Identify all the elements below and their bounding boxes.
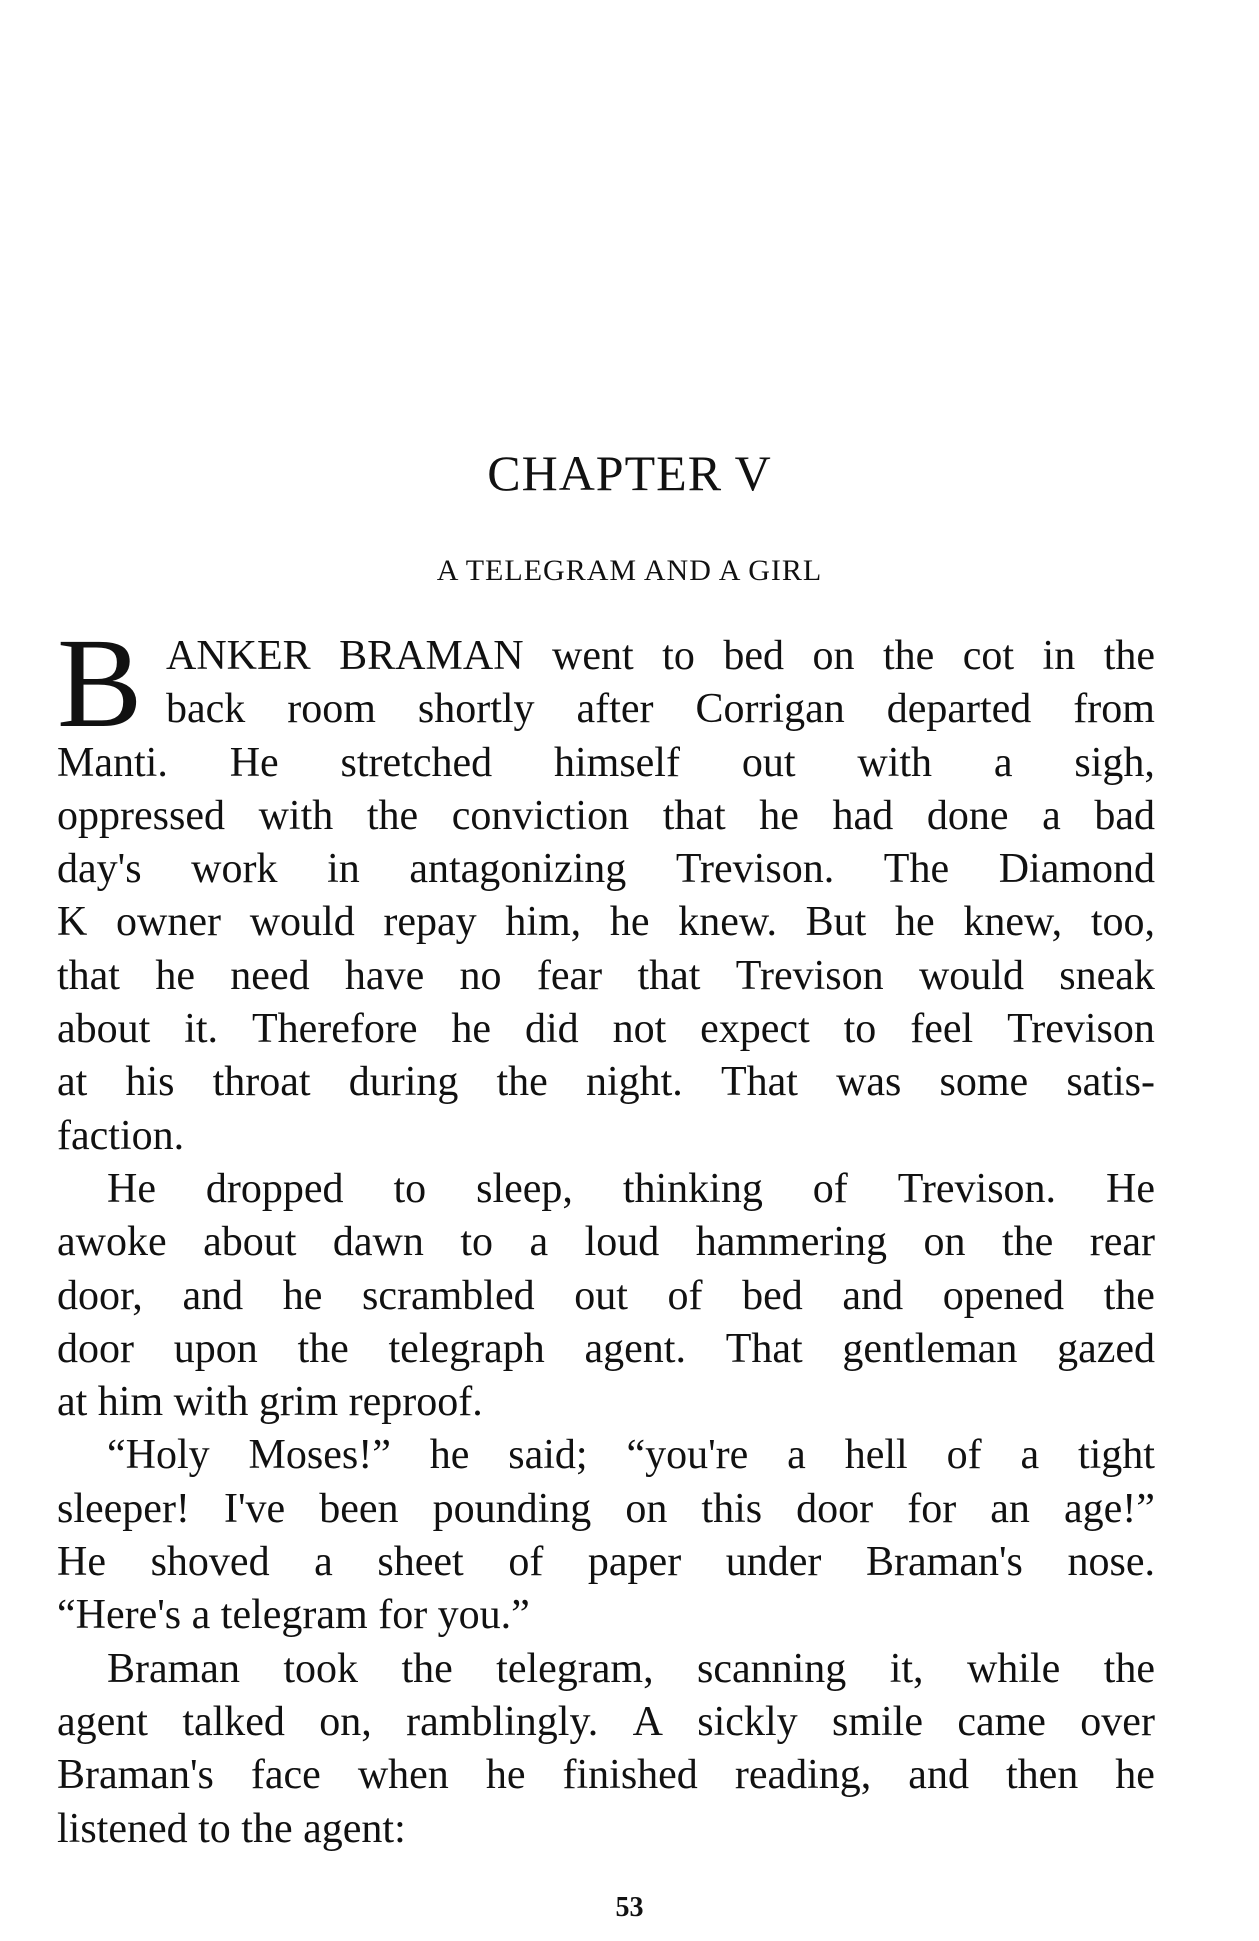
- word: dawn: [332, 1219, 424, 1266]
- chapter-title: CHAPTER V: [487, 445, 772, 501]
- word: he: [895, 899, 935, 946]
- word: bed: [742, 1272, 803, 1319]
- word: a: [314, 1539, 333, 1586]
- word: shoved: [150, 1539, 270, 1586]
- word: gentleman: [842, 1325, 1018, 1372]
- word: the: [496, 1059, 548, 1106]
- word: Trevison.: [897, 1165, 1057, 1212]
- text-line: [57, 630, 1155, 683]
- text-line: at him with grim reproof.: [57, 1379, 483, 1426]
- word: an: [990, 1485, 1030, 1532]
- word: ANKER: [166, 633, 311, 679]
- word: pounding: [432, 1485, 592, 1532]
- word: the: [401, 1645, 453, 1692]
- word: a: [1020, 1432, 1040, 1479]
- word: of: [946, 1432, 982, 1479]
- word: Trevison: [1007, 1006, 1155, 1053]
- text-line: [57, 1643, 1155, 1696]
- word: in: [327, 846, 360, 893]
- word: ramblingly.: [406, 1698, 599, 1745]
- word: night.: [585, 1059, 683, 1106]
- word: K: [57, 899, 88, 946]
- word: agent.: [584, 1325, 686, 1372]
- word: the: [297, 1325, 349, 1372]
- word: expect: [700, 1006, 810, 1053]
- word: antagonizing: [409, 846, 627, 893]
- word: a: [993, 739, 1013, 786]
- word: That: [725, 1325, 803, 1372]
- word: sheet: [377, 1539, 464, 1586]
- chapter-subtitle: A TELEGRAM AND A GIRL: [436, 554, 823, 587]
- word: the: [366, 792, 419, 839]
- word: upon: [173, 1325, 258, 1372]
- word: reading,: [734, 1752, 872, 1799]
- text-line: [57, 950, 1155, 1003]
- word: knew.: [678, 899, 777, 946]
- word: face: [250, 1752, 321, 1799]
- word: Manti.: [57, 739, 168, 786]
- word: to: [460, 1219, 493, 1266]
- word: no: [459, 952, 502, 999]
- word: He: [57, 1539, 106, 1586]
- word: with: [857, 739, 933, 786]
- word: bed: [723, 633, 784, 679]
- text-line: [57, 1323, 1155, 1376]
- word: bad: [1094, 792, 1155, 839]
- word: finished: [562, 1752, 698, 1799]
- word: thinking: [622, 1165, 763, 1212]
- word: himself: [553, 739, 680, 786]
- word: him,: [505, 899, 582, 946]
- word: and: [908, 1752, 969, 1799]
- word: a: [529, 1219, 549, 1266]
- word: awoke: [57, 1219, 167, 1266]
- word: telegram,: [496, 1645, 654, 1692]
- word: and: [182, 1272, 244, 1319]
- word: some: [939, 1059, 1029, 1106]
- word: his: [125, 1059, 175, 1106]
- word: telegraph: [388, 1325, 545, 1372]
- word: on: [812, 633, 855, 679]
- word: But: [805, 899, 867, 946]
- word: That: [720, 1059, 798, 1106]
- word: smile: [831, 1698, 923, 1745]
- word: it,: [889, 1645, 924, 1692]
- word: with: [258, 792, 334, 839]
- word: day's: [57, 846, 142, 893]
- word: hell: [844, 1432, 908, 1479]
- word: been: [319, 1485, 399, 1532]
- word: to: [662, 633, 695, 679]
- word: door: [57, 1325, 134, 1372]
- word: for: [907, 1485, 957, 1532]
- word: this: [701, 1485, 763, 1532]
- word: that: [57, 952, 120, 999]
- word: went: [552, 633, 634, 679]
- word: Trevison: [735, 952, 884, 999]
- word: paper: [587, 1539, 682, 1586]
- word: “Holy: [107, 1432, 210, 1479]
- word: the: [1103, 633, 1155, 679]
- word: door: [796, 1485, 874, 1532]
- word: need: [230, 952, 310, 999]
- text-line: [57, 1749, 1155, 1802]
- word: of: [812, 1165, 848, 1212]
- word: door,: [57, 1272, 143, 1319]
- word: Trevison.: [675, 846, 835, 893]
- word: satis-: [1066, 1059, 1155, 1106]
- word: Braman's: [57, 1752, 214, 1799]
- word: gazed: [1057, 1325, 1155, 1372]
- word: about: [57, 1006, 151, 1053]
- word: on,: [319, 1698, 372, 1745]
- word: would: [249, 899, 355, 946]
- word: rear: [1089, 1219, 1155, 1266]
- word: he: [485, 1752, 526, 1799]
- word: when: [357, 1752, 449, 1799]
- word: the: [1103, 1645, 1155, 1692]
- text-line: [57, 1536, 1155, 1589]
- word: during: [348, 1059, 459, 1106]
- word: dropped: [205, 1165, 344, 1212]
- word: throat: [212, 1059, 311, 1106]
- text-line: listened to the agent:: [57, 1805, 406, 1852]
- word: Therefore: [251, 1006, 418, 1053]
- text-line: [57, 790, 1155, 843]
- text-line: [57, 1056, 1155, 1109]
- word: talked: [182, 1698, 285, 1745]
- word: The: [883, 846, 950, 893]
- text-line: [57, 1429, 1155, 1482]
- word: done: [926, 792, 1009, 839]
- word: the: [882, 633, 935, 679]
- word: owner: [116, 899, 221, 946]
- text-line: [57, 1163, 1155, 1216]
- text-line: [57, 737, 1155, 790]
- word: to: [393, 1165, 427, 1212]
- word: sleeper!: [57, 1485, 190, 1532]
- word: too,: [1090, 899, 1155, 946]
- word: on: [625, 1485, 668, 1532]
- word: he: [609, 899, 650, 946]
- text-line: [57, 1270, 1155, 1323]
- word: while: [966, 1645, 1061, 1692]
- word: did: [524, 1006, 579, 1053]
- word: came: [957, 1698, 1046, 1745]
- text-line: [57, 896, 1155, 949]
- word: took: [283, 1645, 359, 1692]
- word: he: [759, 792, 799, 839]
- word: he: [429, 1432, 470, 1479]
- word: sneak: [1059, 952, 1155, 999]
- word: hammering: [695, 1219, 888, 1266]
- word: opened: [942, 1272, 1064, 1319]
- text-line: [57, 1483, 1155, 1536]
- text-line: “Here's a telegram for you.”: [57, 1592, 530, 1639]
- word: cot: [962, 633, 1015, 679]
- word: of: [667, 1272, 703, 1319]
- word: Corrigan: [695, 686, 845, 733]
- word: room: [287, 686, 376, 733]
- word: He: [107, 1165, 156, 1212]
- word: that: [637, 952, 701, 999]
- word: at: [57, 1059, 88, 1106]
- word: work: [191, 846, 278, 893]
- text-line: [57, 1696, 1155, 1749]
- word: knew,: [963, 899, 1063, 946]
- word: stretched: [340, 739, 493, 786]
- word: have: [344, 952, 425, 999]
- word: then: [1005, 1752, 1079, 1799]
- word: “you're: [626, 1432, 749, 1479]
- word: agent: [57, 1698, 148, 1745]
- word: nose.: [1067, 1539, 1155, 1586]
- word: a: [787, 1432, 806, 1479]
- word: that: [662, 792, 726, 839]
- word: over: [1080, 1698, 1155, 1745]
- word: A: [632, 1698, 663, 1745]
- page-number: 53: [615, 1892, 644, 1923]
- word: about: [203, 1219, 297, 1266]
- word: it.: [184, 1006, 219, 1053]
- drop-cap: B: [57, 612, 143, 754]
- body-text: [57, 612, 1155, 1856]
- word: sigh,: [1074, 739, 1155, 786]
- word: sleep,: [476, 1165, 573, 1212]
- word: Moses!”: [248, 1432, 391, 1479]
- word: scanning: [696, 1645, 847, 1692]
- word: out: [741, 739, 796, 786]
- word: loud: [584, 1219, 660, 1266]
- word: had: [832, 792, 894, 839]
- text-line: [57, 1216, 1155, 1269]
- word: would: [918, 952, 1024, 999]
- word: Braman's: [866, 1539, 1023, 1586]
- word: shortly: [417, 686, 535, 733]
- word: under: [725, 1539, 822, 1586]
- word: not: [612, 1006, 667, 1053]
- word: He: [229, 739, 279, 786]
- word: from: [1073, 686, 1155, 733]
- word: Braman: [107, 1645, 240, 1692]
- word: feel: [910, 1006, 974, 1053]
- word: back: [166, 686, 246, 733]
- text-line: [57, 1003, 1155, 1056]
- word: and: [842, 1272, 904, 1319]
- word: conviction: [451, 792, 630, 839]
- word: tight: [1077, 1432, 1155, 1479]
- word: a: [1042, 792, 1061, 839]
- word: was: [836, 1059, 902, 1106]
- word: in: [1042, 633, 1076, 679]
- word: scrambled: [362, 1272, 535, 1319]
- text-line: faction.: [57, 1112, 185, 1159]
- word: to: [843, 1006, 877, 1053]
- word: after: [576, 686, 654, 733]
- word: age!”: [1063, 1485, 1155, 1532]
- word: he: [1115, 1752, 1155, 1799]
- word: he: [155, 952, 195, 999]
- word: on: [923, 1219, 966, 1266]
- word: the: [1103, 1272, 1155, 1319]
- word: BRAMAN: [339, 633, 524, 679]
- word: out: [574, 1272, 628, 1319]
- word: departed: [886, 686, 1032, 733]
- word: fear: [536, 952, 603, 999]
- word: oppressed: [57, 792, 225, 839]
- word: sickly: [697, 1698, 798, 1745]
- word: I've: [223, 1485, 286, 1532]
- word: repay: [383, 899, 477, 946]
- word: Diamond: [998, 846, 1155, 893]
- word: he: [282, 1272, 323, 1319]
- word: He: [1106, 1165, 1155, 1212]
- word: he: [451, 1006, 492, 1053]
- word: the: [1001, 1219, 1054, 1266]
- text-line: [57, 683, 1155, 736]
- word: said;: [508, 1432, 588, 1479]
- text-line: [57, 843, 1155, 896]
- word: of: [508, 1539, 544, 1586]
